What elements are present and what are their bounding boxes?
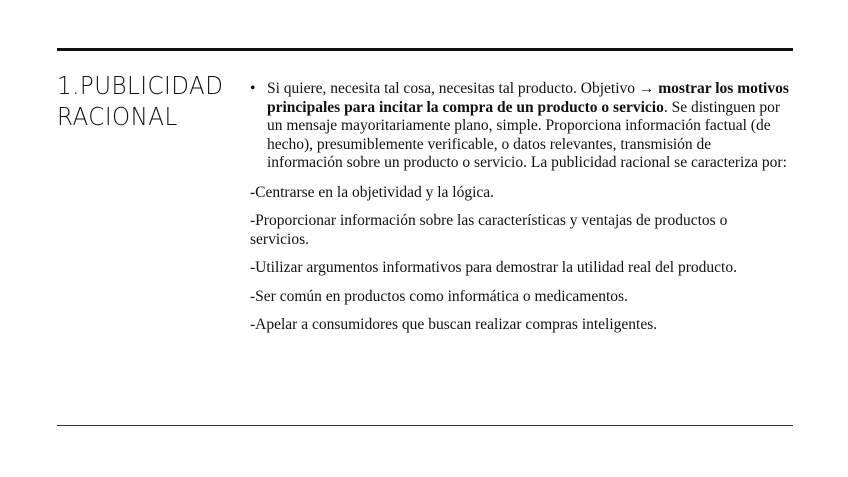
list-line-1: -Centrarse en la objetividad y la lógica. <box>250 183 495 201</box>
section-body <box>250 80 790 345</box>
list-line-3: -Utilizar argumentos informativos para demostrar la utilidad real del producto. <box>250 259 737 276</box>
list-line-2: -Proporcionar información sobre las características y ventajas de productos o servicios. <box>250 212 728 248</box>
bullet-bold-text: mostrar los motivos principales para incitar la compra de un producto o servicio <box>267 80 789 116</box>
list-line-5: -Apelar a consumidores que buscan realizar compras inteligentes. <box>250 316 658 333</box>
list-line-4: -Ser común en productos como informática o medicamentos. <box>250 287 628 305</box>
bullet-text-before: Si quiere, necesita tal cosa, necesitas tal producto. Objetivo → <box>267 80 655 97</box>
heading-line-1: 1.PUBLICIDAD <box>57 71 224 100</box>
heading-line-2: RACIONAL <box>57 102 178 131</box>
bullet-item <box>250 80 790 173</box>
section-heading <box>57 70 223 132</box>
bullet-marker: • <box>250 80 256 97</box>
top-divider <box>57 48 793 51</box>
bottom-divider <box>57 425 793 426</box>
bullet-text-after: . Se distinguen por un mensaje mayoritariamente plano, simple. Proporciona información factual (de hecho), presumiblemente verificable, o datos relevantes, transmisión de información sobre un producto o servicio. La publicidad racional se caracteriza por: <box>267 98 787 171</box>
